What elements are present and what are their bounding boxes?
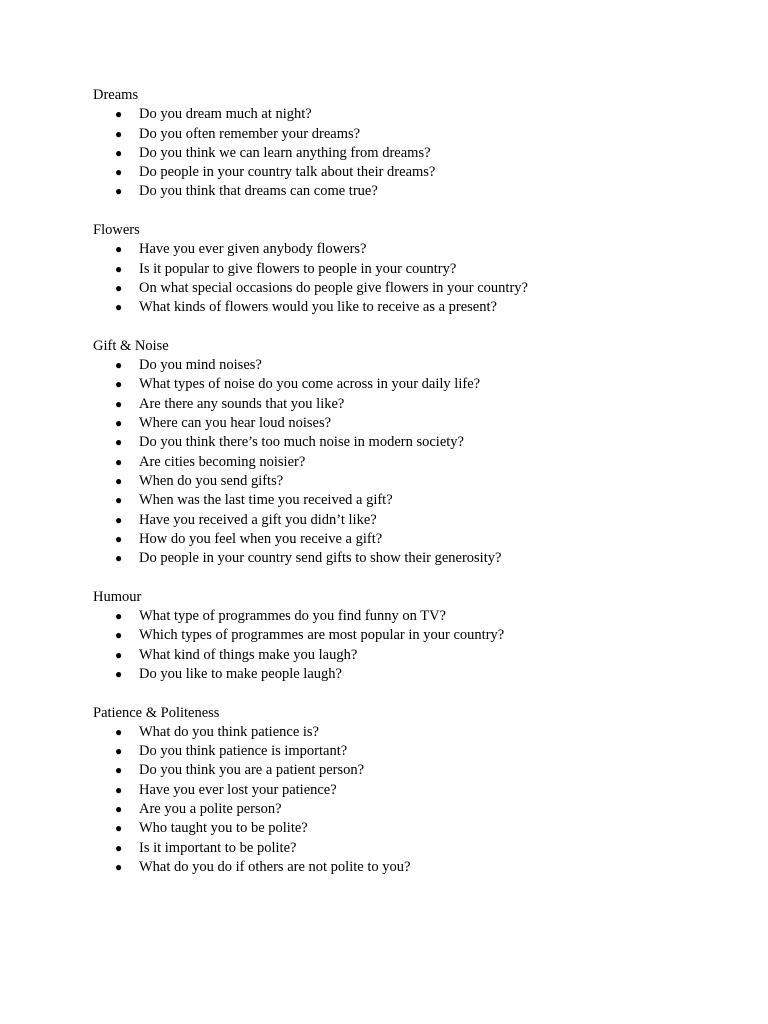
list-item: [93, 260, 733, 279]
list-item: [93, 395, 733, 414]
bullet-icon: ●: [115, 493, 123, 508]
question-text: Are you a polite person?: [139, 800, 282, 817]
section-patience-politeness: [93, 704, 733, 878]
question-text: Do people in your country talk about their dreams?: [139, 164, 436, 181]
question-text: Do you think that dreams can come true?: [139, 183, 378, 200]
list-item: [93, 530, 733, 549]
section-heading: Gift & Noise: [93, 337, 169, 354]
list-item: [93, 839, 733, 858]
list-item: [93, 646, 733, 665]
question-list: [93, 240, 733, 317]
bullet-icon: ●: [115, 358, 123, 373]
bullet-icon: ●: [115, 454, 123, 469]
bullet-icon: ●: [115, 165, 123, 180]
list-item: [93, 781, 733, 800]
question-text: Do you think there’s too much noise in modern society?: [139, 434, 464, 451]
bullet-icon: ●: [115, 647, 123, 662]
list-item: [93, 240, 733, 259]
bullet-icon: ●: [115, 107, 123, 122]
bullet-icon: ●: [115, 300, 123, 315]
bullet-icon: ●: [115, 242, 123, 257]
question-text: Do you mind noises?: [139, 357, 262, 374]
list-item: [93, 298, 733, 317]
bullet-icon: ●: [115, 126, 123, 141]
list-item: [93, 607, 733, 626]
bullet-icon: ●: [115, 184, 123, 199]
bullet-icon: ●: [115, 782, 123, 797]
bullet-icon: ●: [115, 609, 123, 624]
question-text: Are cities becoming noisier?: [139, 453, 306, 470]
list-item: [93, 723, 733, 742]
list-item: [93, 144, 733, 163]
question-text: Where can you hear loud noises?: [139, 415, 332, 432]
question-text: Do you think patience is important?: [139, 743, 348, 760]
question-text: Do you often remember your dreams?: [139, 125, 361, 142]
question-text: Have you ever lost your patience?: [139, 781, 337, 798]
list-item: [93, 800, 733, 819]
bullet-icon: ●: [115, 840, 123, 855]
section-heading: Humour: [93, 588, 142, 605]
question-list: [93, 356, 733, 568]
bullet-icon: ●: [115, 531, 123, 546]
bullet-icon: ●: [115, 801, 123, 816]
bullet-icon: ●: [115, 145, 123, 160]
question-text: When was the last time you received a gift?: [139, 492, 393, 509]
list-item: [93, 761, 733, 780]
list-item: [93, 356, 733, 375]
question-text: Do you dream much at night?: [139, 106, 312, 123]
question-list: [93, 105, 733, 201]
list-item: [93, 182, 733, 201]
section-humour: [93, 588, 733, 684]
question-text: Who taught you to be polite?: [139, 820, 308, 837]
bullet-icon: ●: [115, 763, 123, 778]
document-page: [93, 86, 733, 896]
list-item: [93, 375, 733, 394]
bullet-icon: ●: [115, 377, 123, 392]
question-text: Is it important to be polite?: [139, 839, 297, 856]
section-dreams: [93, 86, 733, 202]
list-item: [93, 742, 733, 761]
bullet-icon: ●: [115, 512, 123, 527]
bullet-icon: ●: [115, 396, 123, 411]
question-text: What type of programmes do you find funny on TV?: [139, 608, 446, 625]
question-text: Is it popular to give flowers to people in your country?: [139, 260, 457, 277]
question-text: What do you do if others are not polite to you?: [139, 858, 411, 875]
list-item: [93, 279, 733, 298]
bullet-icon: ●: [115, 435, 123, 450]
list-item: [93, 453, 733, 472]
bullet-icon: ●: [115, 280, 123, 295]
question-text: What do you think patience is?: [139, 723, 319, 740]
list-item: [93, 549, 733, 568]
question-text: Are there any sounds that you like?: [139, 395, 345, 412]
question-text: Do people in your country send gifts to show their generosity?: [139, 550, 502, 567]
question-text: Do you like to make people laugh?: [139, 665, 342, 682]
list-item: [93, 125, 733, 144]
list-item: [93, 472, 733, 491]
list-item: [93, 433, 733, 452]
list-item: [93, 491, 733, 510]
question-text: Do you think you are a patient person?: [139, 762, 365, 779]
bullet-icon: ●: [115, 821, 123, 836]
bullet-icon: ●: [115, 473, 123, 488]
question-text: What types of noise do you come across in your daily life?: [139, 376, 481, 393]
section-gift-noise: [93, 337, 733, 569]
bullet-icon: ●: [115, 859, 123, 874]
list-item: [93, 626, 733, 645]
question-list: [93, 607, 733, 684]
list-item: [93, 163, 733, 182]
question-text: Have you ever given anybody flowers?: [139, 241, 367, 258]
question-text: How do you feel when you receive a gift?: [139, 530, 383, 547]
bullet-icon: ●: [115, 666, 123, 681]
question-text: On what special occasions do people give flowers in your country?: [139, 279, 528, 296]
bullet-icon: ●: [115, 416, 123, 431]
section-heading: Flowers: [93, 222, 140, 239]
list-item: [93, 858, 733, 877]
section-heading: Patience & Politeness: [93, 704, 220, 721]
bullet-icon: ●: [115, 628, 123, 643]
bullet-icon: ●: [115, 744, 123, 759]
list-item: [93, 105, 733, 124]
question-text: Have you received a gift you didn’t like?: [139, 511, 377, 528]
question-text: When do you send gifts?: [139, 472, 284, 489]
list-item: [93, 819, 733, 838]
section-heading: Dreams: [93, 87, 139, 103]
list-item: [93, 511, 733, 530]
section-flowers: [93, 221, 733, 317]
question-text: What kinds of flowers would you like to receive as a present?: [139, 299, 497, 316]
list-item: [93, 665, 733, 684]
question-text: Which types of programmes are most popular in your country?: [139, 627, 505, 644]
question-text: What kind of things make you laugh?: [139, 646, 358, 663]
list-item: [93, 414, 733, 433]
bullet-icon: ●: [115, 724, 123, 739]
bullet-icon: ●: [115, 261, 123, 276]
bullet-icon: ●: [115, 551, 123, 566]
question-text: Do you think we can learn anything from dreams?: [139, 144, 431, 161]
question-list: [93, 723, 733, 877]
